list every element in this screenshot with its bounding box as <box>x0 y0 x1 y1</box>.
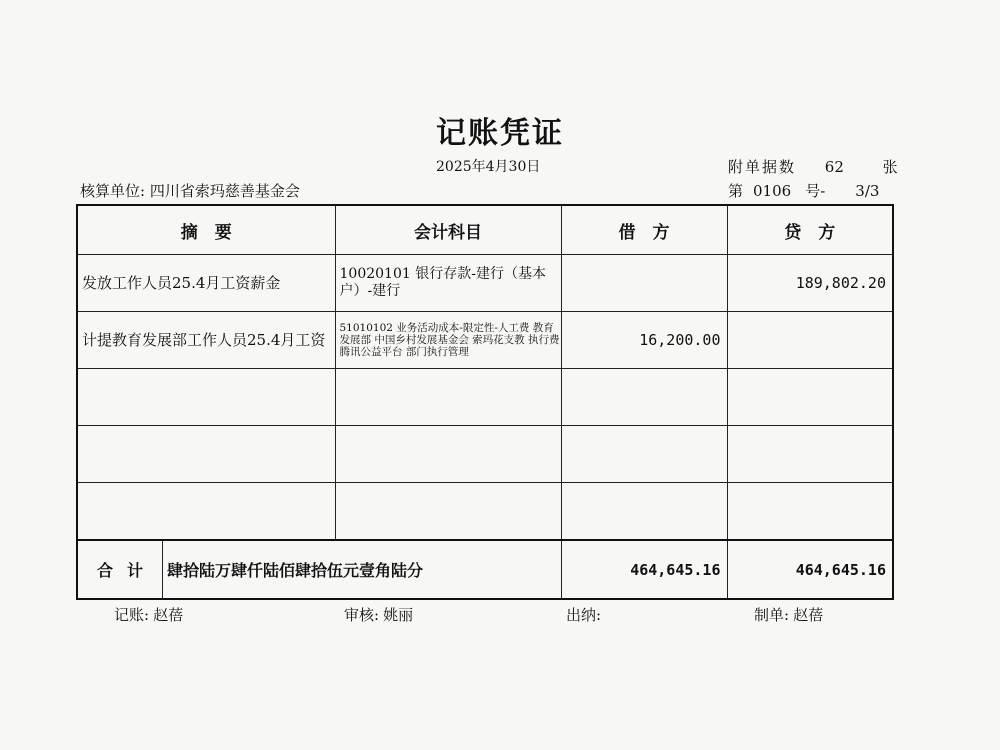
total-cell <box>77 540 561 599</box>
bookkeeper-name: 赵蓓 <box>153 606 184 624</box>
voucher-suffix: 号- <box>805 182 826 200</box>
row-credit <box>727 312 893 369</box>
preparer-signature <box>754 604 823 625</box>
attachments-unit: 张 <box>882 158 898 176</box>
voucher-prefix: 第 <box>728 182 744 200</box>
voucher-table <box>76 204 894 600</box>
header-row <box>77 205 893 255</box>
row-debit <box>561 426 727 483</box>
attachments-count: 62 <box>824 158 844 176</box>
table-row <box>77 426 893 483</box>
reviewer-label: 审核: <box>344 606 380 624</box>
row-account <box>335 426 561 483</box>
bookkeeper-signature <box>114 604 183 625</box>
accounting-unit-label: 核算单位: <box>80 182 146 200</box>
row-summary: 计提教育发展部工作人员25.4月工资 <box>77 312 335 369</box>
total-row <box>77 540 893 599</box>
cashier-label: 出纳: <box>566 606 602 624</box>
row-summary <box>77 369 335 426</box>
row-account <box>335 483 561 541</box>
total-debit: 464,645.16 <box>561 540 727 599</box>
row-account: 51010102 业务活动成本-限定性-人工费 教育发展部 中国乡村发展基金会 索玛花支教 执行费 腾讯公益平台 部门执行管理 <box>335 312 561 369</box>
cashier-signature <box>566 604 605 625</box>
row-debit <box>561 369 727 426</box>
row-summary <box>77 483 335 541</box>
voucher-page: 3/3 <box>855 182 880 200</box>
table-row <box>77 369 893 426</box>
table-row <box>77 483 893 541</box>
bookkeeper-label: 记账: <box>114 606 150 624</box>
attachments-label: 附单据数 <box>728 158 797 176</box>
row-debit <box>561 483 727 541</box>
row-debit <box>561 255 727 312</box>
voucher-title: 记账凭证 <box>436 116 564 151</box>
header-debit: 借 方 <box>561 205 727 255</box>
total-credit: 464,645.16 <box>727 540 893 599</box>
row-debit: 16,200.00 <box>561 312 727 369</box>
header-summary: 摘 要 <box>77 205 335 255</box>
voucher-number-value: 0106 <box>753 182 792 200</box>
row-account <box>335 369 561 426</box>
header-credit: 贷 方 <box>727 205 893 255</box>
header-account: 会计科目 <box>335 205 561 255</box>
attachments-info <box>728 156 898 177</box>
total-amount-words: 肆拾陆万肆仟陆佰肆拾伍元壹角陆分 <box>167 561 424 580</box>
preparer-name: 赵蓓 <box>793 606 824 624</box>
table-row <box>77 255 893 312</box>
reviewer-signature <box>344 604 413 625</box>
accounting-unit-name: 四川省索玛慈善基金会 <box>149 182 300 200</box>
accounting-unit <box>80 180 300 201</box>
table-row <box>77 312 893 369</box>
row-credit <box>727 483 893 541</box>
voucher-number <box>728 180 879 201</box>
row-account: 10020101 银行存款-建行（基本户）-建行 <box>335 255 561 312</box>
reviewer-name: 姚丽 <box>383 606 414 624</box>
row-credit: 189,802.20 <box>727 255 893 312</box>
row-credit <box>727 369 893 426</box>
row-summary <box>77 426 335 483</box>
preparer-label: 制单: <box>754 606 790 624</box>
row-credit <box>727 426 893 483</box>
voucher-date: 2025年4月30日 <box>436 159 541 175</box>
row-summary: 发放工作人员25.4月工资薪金 <box>77 255 335 312</box>
total-label: 合计 <box>78 541 163 598</box>
